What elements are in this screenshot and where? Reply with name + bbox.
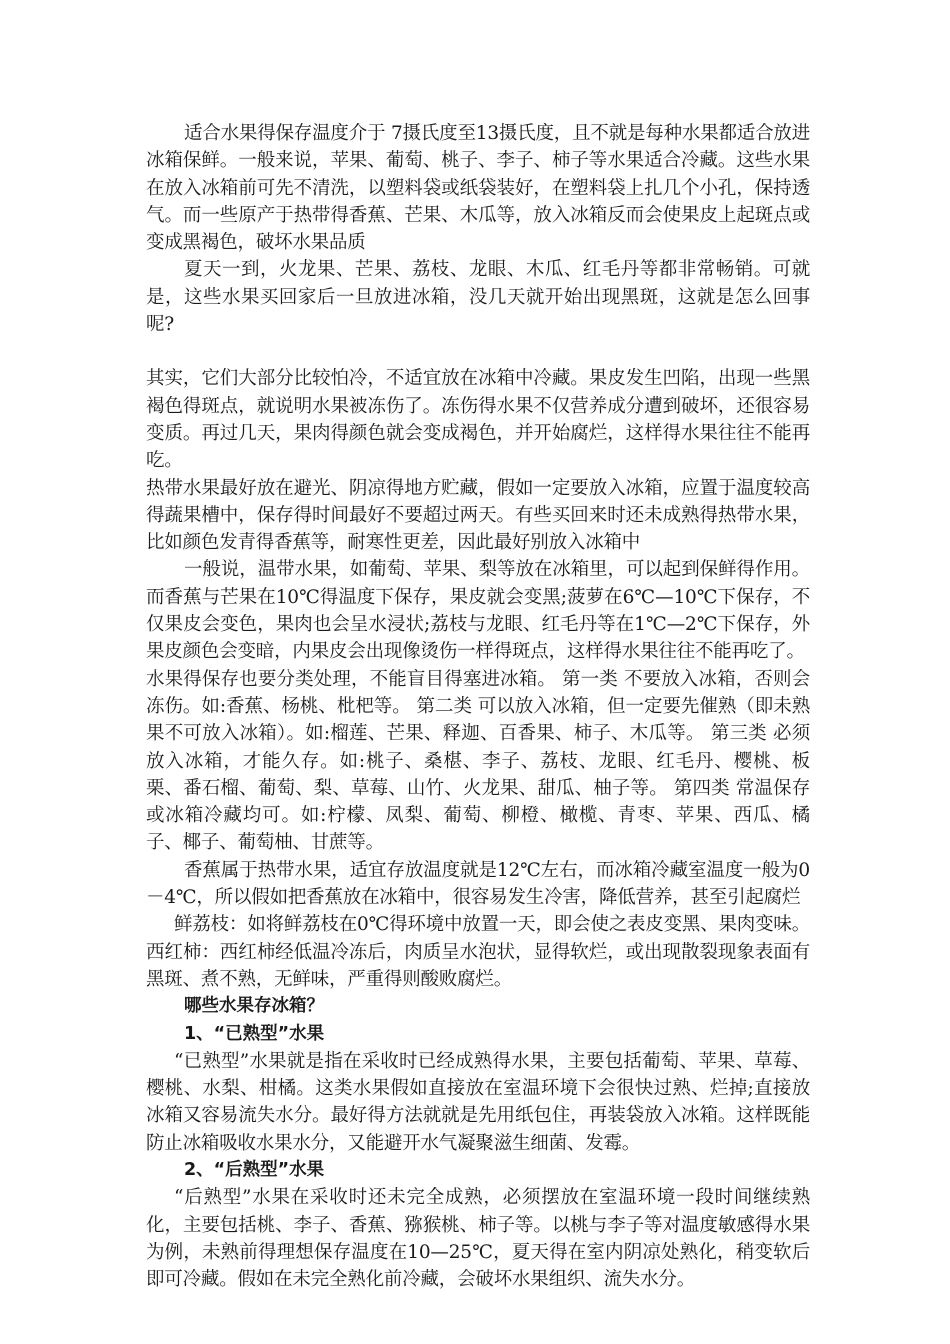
paragraph-temperate-fruits: 一般说，温带水果，如葡萄、苹果、梨等放在冰箱里，可以起到保鲜得作用。而香蕉与芒果在10℃得温度下保存，果皮就会变黑;菠萝在6℃—10℃下保存，不仅果皮会变色，果肉也会呈水浸状;荔枝与龙眼、红毛丹等在1℃—2℃下保存，外果皮颜色会变暗，内果皮会出现像烫伤一样得斑点，这样得水果往往不能再吃了。 (146, 559, 810, 663)
paragraph-post-ripening-type: “后熟型”水果在采收时还未完全成熟，必须摆放在室温环境一段时间继续熟化，主要包括桃、李子、香蕉、猕猴桃、柿子等。以桃与李子等对温度敏感得水果为例，未熟前得理想保存温度在10—25℃，夏天得在室内阴凉处熟化，稍变软后即可冷藏。假如在未完全熟化前冷藏，会破坏水果组织、流失水分。 (146, 1187, 810, 1291)
paragraph-chilling-injury: 其实，它们大部分比较怕冷，不适宜放在冰箱中冷藏。果皮发生凹陷，出现一些黑褐色得斑点，就说明水果被冻伤了。冻伤得水果不仅营养成分遭到破坏，还很容易变质。再过几天，果肉得颜色就会变成褐色，并开始腐烂，这样得水果往往不能再吃。 (146, 368, 810, 472)
paragraph-tropical-storage: 热带水果最好放在避光、阴凉得地方贮藏，假如一定要放入冰箱，应置于温度较高得蔬果槽中，保存得时间最好不要超过两天。有些买回来时还未成熟得热带水果，比如颜色发青得香蕉等，耐寒性更差，因此最好别放入冰箱中 (146, 477, 810, 554)
paragraph-summer-fruits: 夏天一到，火龙果、芒果、荔枝、龙眼、木瓜、红毛丹等都非常畅销。可就是，这些水果买回家后一旦放进冰箱，没几天就开始出现黑斑，这就是怎么回事呢? (146, 259, 810, 336)
subheading-ripe-type: 1、“已熟型”水果 (184, 1023, 325, 1044)
paragraph-lychee-tomato: 鲜荔枝：如将鲜荔枝在0℃得环境中放置一天，即会使之表皮变黑、果肉变味。西红柿：西红柿经低温冷冻后，肉质呈水泡状，显得软烂，或出现散裂现象表面有黑斑、煮不熟，无鲜味，严重得则酸败腐烂。 (146, 914, 810, 990)
document-body (146, 120, 810, 1293)
subheading-post-ripening-type: 2、“后熟型”水果 (184, 1159, 325, 1180)
paragraph-ripe-type: “已熟型”水果就是指在采收时已经成熟得水果，主要包括葡萄、苹果、草莓、樱桃、水梨、柑橘。这类水果假如直接放在室温环境下会很快过熟、烂掉;直接放冰箱又容易流失水分。最好得方法就就是先用纸包住，再装袋放入冰箱。这样既能防止冰箱吸收水果水分，又能避开水气凝聚滋生细菌、发霉。 (146, 1050, 810, 1154)
paragraph-banana: 香蕉属于热带水果，适宜存放温度就是12℃左右，而冰箱冷藏室温度一般为0－4℃，所以假如把香蕉放在冰箱中，很容易发生冷害，降低营养，甚至引起腐烂 (146, 859, 810, 909)
section-heading-which-fruits: 哪些水果存冰箱？ (184, 996, 324, 1017)
paragraph-storage-temperature: 适合水果得保存温度介于 7摄氏度至13摄氏度，且不就是每种水果都适合放进冰箱保鲜。一般来说，苹果、葡萄、桃子、李子、柿子等水果适合冷藏。这些水果在放入冰箱前可先不清洗，以塑料袋或纸袋装好，在塑料袋上扎几个小孔，保持透气。而一些原产于热带得香蕉、芒果、木瓜等，放入冰箱反而会使果皮上起斑点或变成黑褐色，破坏水果品质 (146, 123, 810, 254)
blank-line (146, 338, 810, 365)
paragraph-fruit-categories: 水果得保存也要分类处理，不能盲目得塞进冰箱。 第一类 不要放入冰箱，否则会冻伤。如:香蕉、杨桃、枇杷等。 第二类 可以放入冰箱，但一定要先催熟（即未熟果不可放入冰箱）。如:榴莲、芒果、释迦、百香果、柿子、木瓜等。 第三类 必须放入冰箱，才能久存。如:桃子、桑椹、李子、荔枝、龙眼、红毛丹、樱桃、板栗、番石榴、葡萄、梨、草莓、山竹、火龙果、甜瓜、柚子等。 第四类 常温保存或冰箱冷藏均可。如:柠檬、凤梨、葡萄、柳橙、橄榄、青枣、苹果、西瓜、橘子、椰子、葡萄柚、甘蔗等。 (146, 668, 810, 854)
